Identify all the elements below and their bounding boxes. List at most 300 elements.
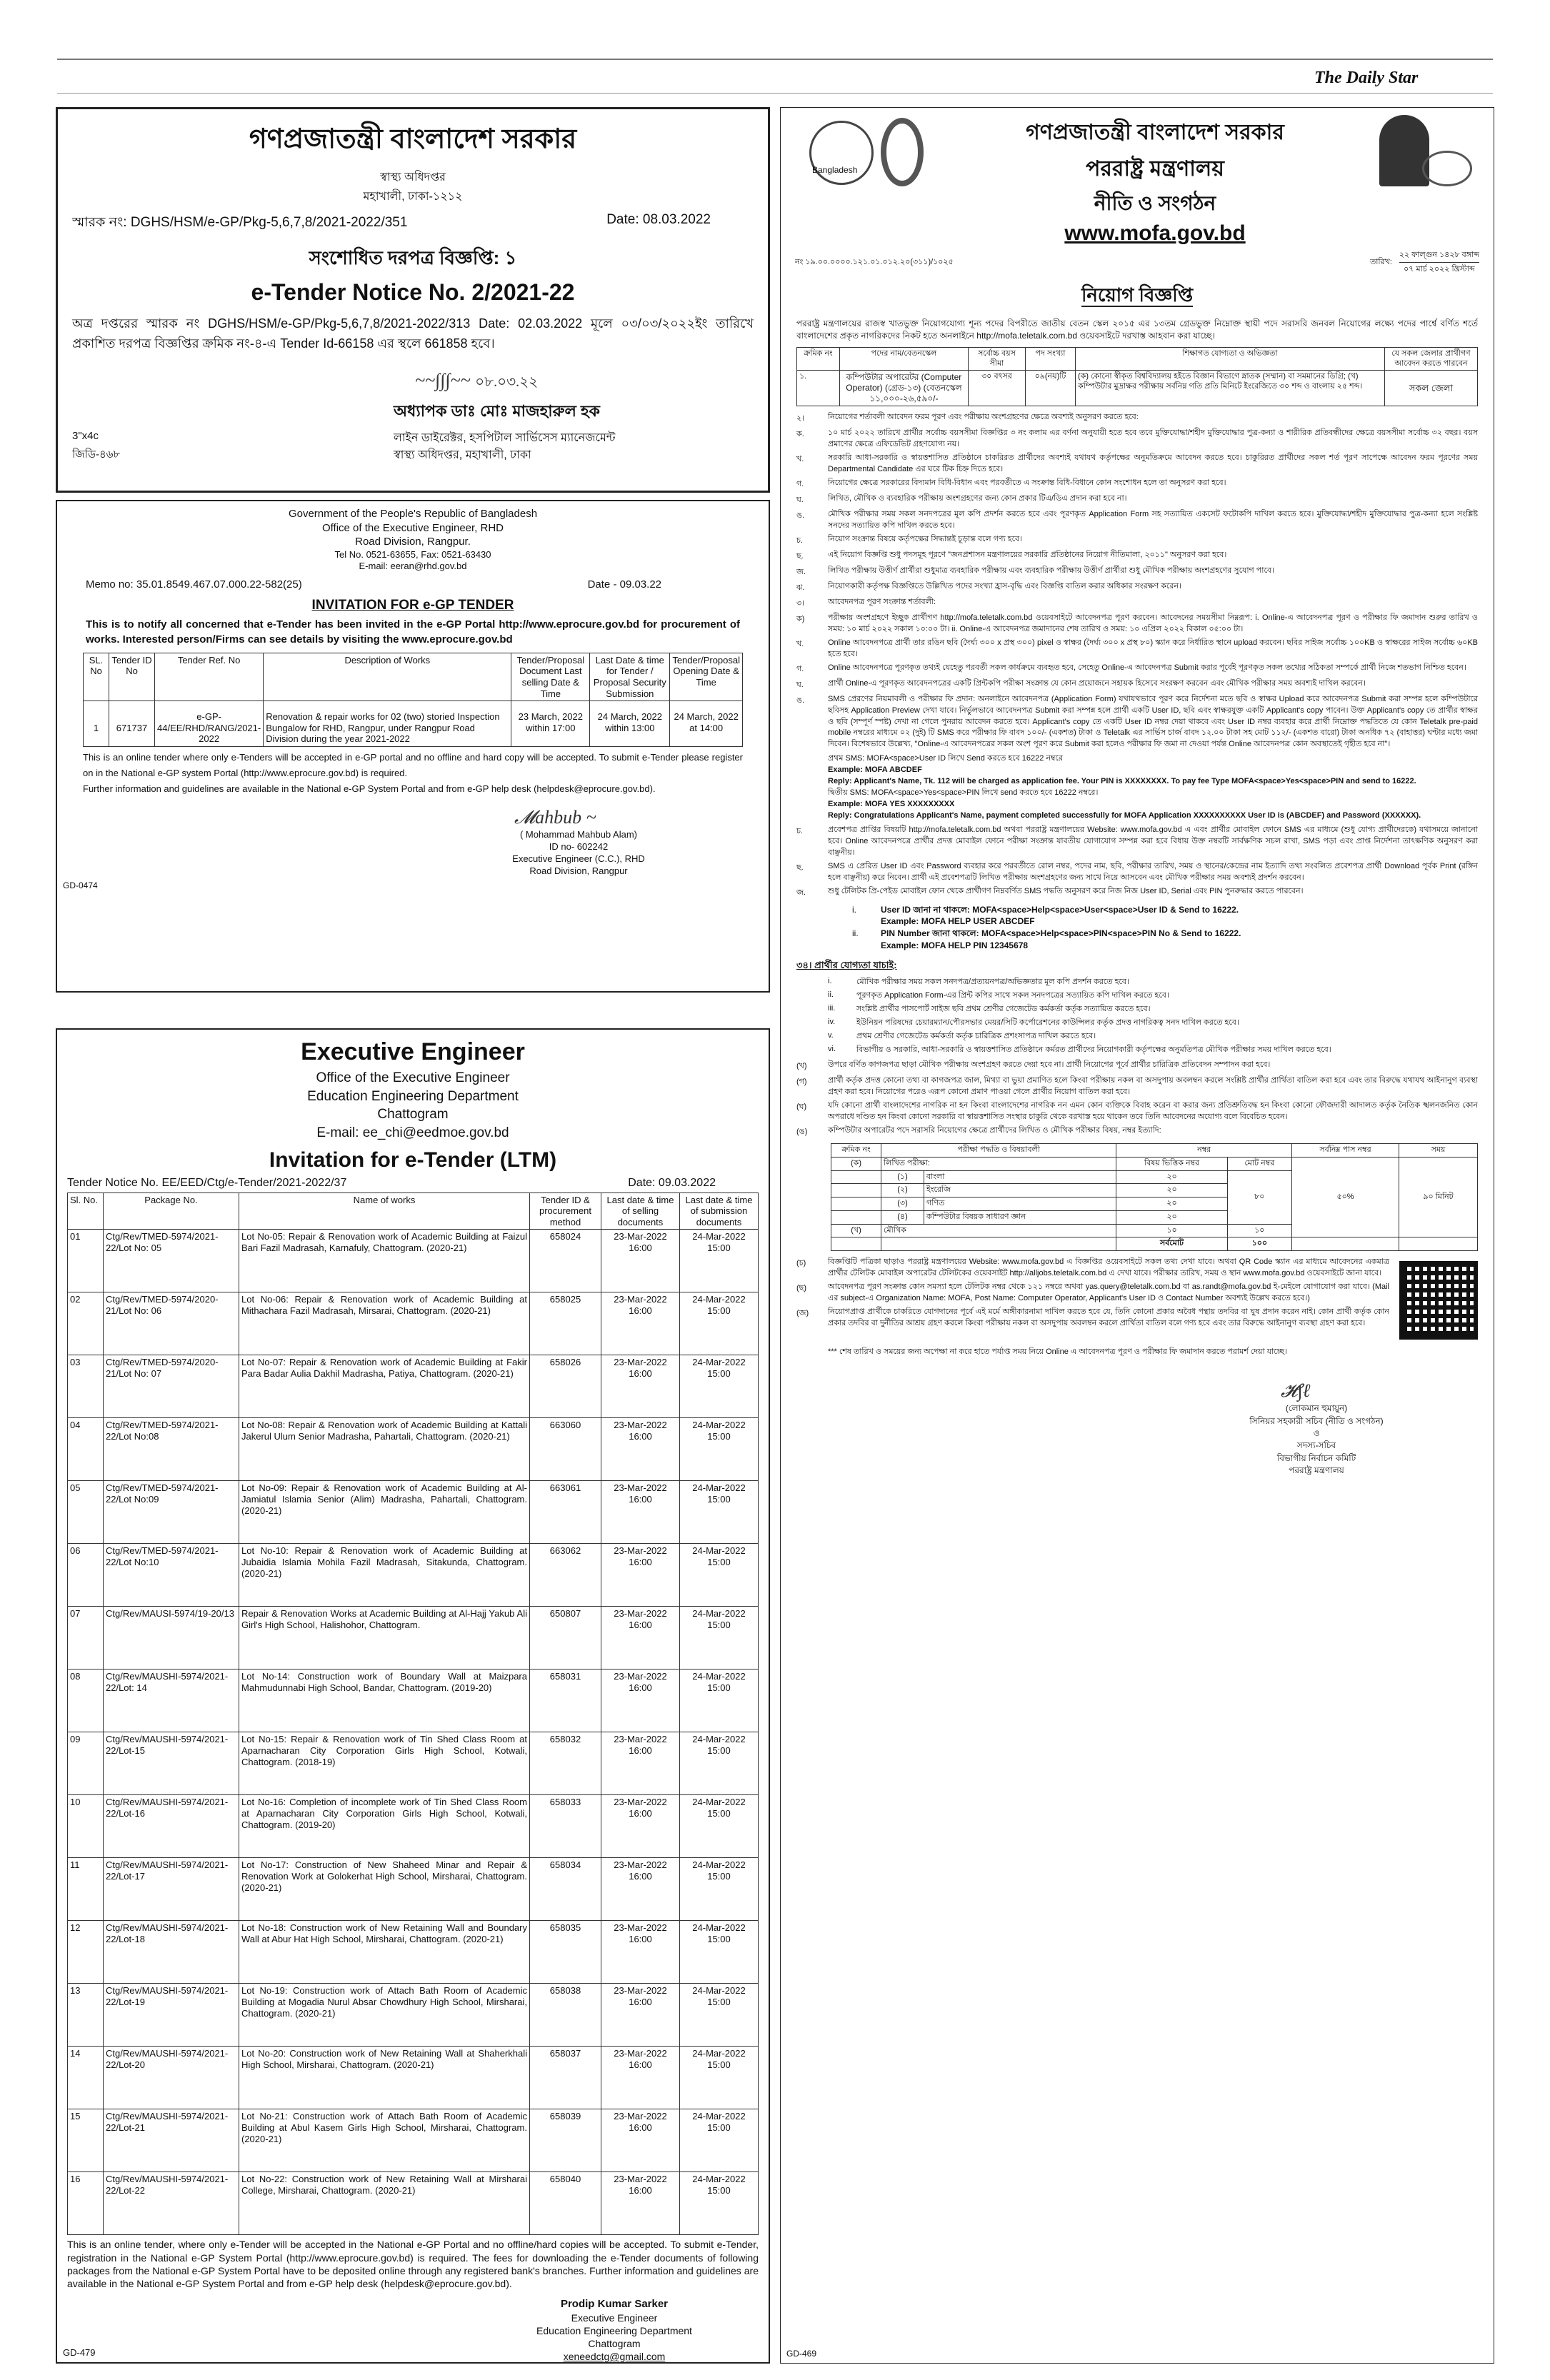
ad4-conditions-2 [796,825,1478,900]
ad3-cell: 658026 [530,1355,601,1418]
list-item [796,1125,1478,1139]
ad3-cell: 14 [68,2047,104,2109]
list-item-text: প্রথম শ্রেণীর গেজেটেড কর্মকর্তা কর্তৃক চারিত্রিক প্রশংসাপত্র দাখিল করতে হবে। [856,1031,1096,1040]
list-item-number: ঙ. [796,511,805,521]
list-item-text: পরীক্ষায় অংশগ্রহণে ইচ্ছুক প্রার্থীগণ http://mofa.teletalk.com.bd ওয়েবসাইটে আবেদনপত্র পূরণ করবেন। আবেদনের সময়সীমা নিম্নরূপ: i. Online-এ আবেদনপত্র পূরণ ও পরীক্ষার ফি জমাদান শুরুর তারিখ ও সময়: ১০ মার্চ ২০২২ সকাল ১০:০০ টা। ii. Online-এ আবেদনপত্র জমাদানের শেষ তারিখ ও সময়: ১০ এপ্রিল ২০২২ বিকাল ০৫:০০ টা। [828,613,1478,633]
ad3-cell: Ctg/Rev/MAUSHI-5974/2021-22/Lot-18 [104,1921,239,1984]
ad3-cell: 24-Mar-2022 15:00 [680,1230,759,1292]
table-row [68,1984,759,2047]
list-item-text: শুধু টেলিটক প্রি-পেইড মোবাইল ফোন থেকে প্রার্থীগণ নিম্নবর্ণিত SMS পদ্ধতি অনুসরণ করে নিজ নিজ User ID, Serial এবং PIN পুনরুদ্ধার করতে পারবেন। [828,886,1304,895]
ad3-line2: Education Engineering Department [307,1088,519,1104]
ad3-cell: 24-Mar-2022 15:00 [680,2047,759,2109]
ad2-line4: Tel No. 0521-63655, Fax: 0521-63430 [334,548,491,560]
ad3-cell: 23-Mar-2022 16:00 [601,1418,680,1481]
ad3-cell: Ctg/Rev/TMED-5974/2021-22/Lot No:09 [104,1481,239,1544]
ad4-heading: নিয়োগ বিজ্ঞপ্তি [1081,284,1194,306]
ad3-th: Tender ID & procurement method [530,1192,601,1230]
table-row: (১) বাংলা ২০ ৮০ [831,1170,1478,1184]
ad3-cell: Lot No-05: Repair & Renovation work of Academic Building at Faizul Bari Fazil Madrasah, Karnafuly, Chattogram. (2020-21) [239,1230,530,1292]
ad3-cell: 658039 [530,2109,601,2172]
ad3-cell: 24-Mar-2022 15:00 [680,1544,759,1607]
ad2-note1: This is an online tender where only e-Tenders will be accepted in e-GP portal and no offline and hard copy will be accepted. To submit e-Tender please register on in the National e-GP system Portal (http://www.eprocure.gov.bd) is required. [83,751,743,779]
ad4-website: www.mofa.gov.bd [1064,221,1246,245]
ad1-signer: অধ্যাপক ডাঃ মোঃ মাজহারুল হক [394,401,600,420]
ad4-td: (ক) কোনো স্বীকৃত বিশ্ববিদ্যালয় হইতে বিজ্ঞান বিভাগে স্নাতক (সম্মান) বা সমমানের ডিগ্রি; (খ) কম্পিউটার মুদ্রাক্ষর পরীক্ষায় সর্বনিম্ন গতি প্রতি মিনিটে ইংরেজিতে ৩০ শব্দ ও বাংলায় ২৫ শব্দ। [1076,371,1385,406]
ad4-code: GD-469 [786,2349,817,2359]
ad4-final-note: *** শেষ তারিখ ও সময়ের জন্য অপেক্ষা না করে হাতে পর্যাপ্ত সময় নিয়ে Online এ আবেদনপত্র পূরণ ও পরীক্ষার ফি জমাদান করতে পরামর্শ দেয়া যাচ্ছে। [828,1347,1288,1357]
ad4-conditions-3 [796,1060,1478,1139]
list-item-number: (ঙ) [796,1128,808,1137]
list-item [796,1100,1478,1123]
portrait-image [1372,115,1479,201]
ad3-th: Sl. No. [68,1192,104,1230]
ad3-cell: 23-Mar-2022 16:00 [601,1795,680,1858]
ad3-cell: Lot No-17: Construction of New Shaheed Minar and Repair & Renovation Work at Golokerhat High School, Mirsharai, Chattogram. (2020-21) [239,1858,530,1921]
ad4-date-label: তারিখ: [1369,258,1392,266]
ad2-line2: Office of the Executive Engineer, RHD [321,521,504,534]
ad3-cell: Lot No-08: Repair & Renovation work of Academic Building at Kattali Jakerul Ulum Senior Madrasha, Pahartali, Chattogram. (2020-21) [239,1418,530,1481]
ad3-cell: 658033 [530,1795,601,1858]
table-row [68,1481,759,1544]
table-row [68,2172,759,2235]
masthead-logo: The Daily Star [1314,69,1419,87]
ad3-signer: Prodip Kumar Sarker [560,2298,669,2311]
ad3-cell: 23-Mar-2022 16:00 [601,2172,680,2235]
table-row: (৩) গণিত ২০ [831,1197,1478,1211]
list-item-text: উপরে বর্ণিত কাগজপত্র ছাড়া মৌখিক পরীক্ষায় অংশগ্রহণ করতে দেয়া হবে না। প্রার্থী নিয়োগের পূর্বে প্রার্থীর চারিত্রিক প্রতিবেদন সম্পাদন করা হবে। [828,1060,1271,1070]
list-item-number: v. [828,1030,834,1040]
ad3-cell: 23-Mar-2022 16:00 [601,1732,680,1795]
table-row [68,2047,759,2109]
ad2-signer-title: Executive Engineer (C.C.), RHD [512,853,645,864]
list-item-text: নিয়োগ সংক্রান্ত বিষয়ে কর্তৃপক্ষের সিদ্ধান্তই চূড়ান্ত বলে গণ্য হবে। [828,534,1023,543]
list-item-number: জ. [796,567,806,576]
ad3-cell: Lot No-10: Repair & Renovation work of Academic Building at Jubaidia Islamia Mohila Fazil Madrasah, Sitakunda, Chattogram. (2020-21) [239,1544,530,1607]
ad3-cell: Ctg/Rev/MAUSHI-5974/2021-22/Lot-19 [104,1984,239,2047]
list-item-text: বিভাগীয় ও সরকারি, আধা-সরকারি ও স্বায়ত্তশাসিত প্রতিষ্ঠানে কর্মরত প্রার্থীদের নিয়োগকারী কর্তৃপক্ষের অনুমতিপত্র মৌখিক পরীক্ষার সময় দাখিল করতে হবে। [856,1045,1331,1054]
ad3-cell: 23-Mar-2022 16:00 [601,1230,680,1292]
ad3-signer-email: xeneedctg@gmail.com [563,2351,666,2363]
list-item [828,1031,1478,1043]
ad4-intro: পররাষ্ট্র মন্ত্রণালয়ের রাজস্ব খাতভুক্ত নিয়োগযোগ্য শূন্য পদের বিপরীতে জাতীয় বেতন স্কেল ২০১৫ এর ১৩তম গ্রেডভুক্ত নিম্নোক্ত স্থায়ী পদে সরাসরি জনবল নিয়োগের লক্ষ্যে পদের পার্শ্বে বর্ণিত শর্তে বাংলাদেশের প্রকৃত নাগরিকদের নিকট হতে অনলাইনে http://mofa.teletalk.com.bd ওয়েবসাইটে দরখাস্ত আহবান করা যাচ্ছে। [796,318,1478,341]
masthead-rule [57,93,1493,94]
ad3-cell: 663062 [530,1544,601,1607]
ad4-th: শিক্ষাগত যোগ্যতা ও অভিজ্ঞতা [1076,347,1385,371]
top-rule [57,59,1493,60]
ad3-cell: Ctg/Rev/TMED-5974/2021-22/Lot No:08 [104,1418,239,1481]
list-item-text: বিজ্ঞপ্তিটি পত্রিকা ছাড়াও পররাষ্ট্র মন্ত্রণালয়ের Website: www.mofa.gov.bd এ বিজ্ঞপ্তির ওয়েবসাইটে সকল তথ্য দেখা যাবে। অথবা QR Code স্ক্যান এর মাধ্যমে আবেদনের একমাত্র প্রার্থীর টেলিটক মোবাইল অপারেটর টেলিটকের ওয়েবসাইট http://alljobs.teletalk.com.bd এ দেখা যাবে। পরীক্ষার তারিখ, সময় ও স্থান www.mofa.gov.bd ওয়েবসাইটে জানা যাবে। [828,1257,1389,1278]
list-item [796,493,1478,507]
ad2-td: 23 March, 2022 within 17:00 [511,701,590,747]
ad3-cell: 24-Mar-2022 15:00 [680,1732,759,1795]
ad3-cell: Lot No-06: Repair & Renovation work of Academic Building at Mithachara Fazil Madrasah, Mirsarai, Chattogram. (2020-21) [239,1292,530,1355]
list-item-number: ক) [796,614,805,623]
ad3-cell: Lot No-15: Repair & Renovation work of Tin Shed Class Room at Aparnacharan City Corporation Girls High School, Kotwali, Chattogram. (2018-19) [239,1732,530,1795]
ad4-td: ১. [797,371,840,406]
ad3-cell: 658034 [530,1858,601,1921]
list-item [828,1045,1478,1056]
list-item-number: (জ) [796,1308,809,1317]
list-item [796,886,1478,900]
ad4-marks-table [831,1143,1478,1251]
table-row [68,2109,759,2172]
ad2-td: 24 March, 2022 at 14:00 [670,701,743,747]
ad3-cell: 23-Mar-2022 16:00 [601,1921,680,1984]
ad3-cell: Ctg/Rev/MAUSHI-5974/2021-22/Lot-22 [104,2172,239,2235]
ad3-cell: 663061 [530,1481,601,1544]
list-item [796,1060,1478,1073]
ad3-cell: Lot No-19: Construction work of Attach Bath Room of Academic Building at Mogadia Nurul Absar Chowdhury High School, Mirsharai, Chattogram. (2020-21) [239,1984,530,2047]
ad4-td: সকল জেলা [1385,371,1478,406]
ad2-heading: INVITATION FOR e-GP TENDER [311,598,514,613]
list-item [796,597,1478,611]
ad3-cell: 08 [68,1669,104,1732]
ad2-th: Tender ID No [109,653,155,701]
list-item [828,1004,1478,1015]
ad3-cell: Lot No-18: Construction work of New Retaining Wall and Boundary Wall at Abur Hat High School, Mirsharai, Chattogram. (2020-21) [239,1921,530,1984]
list-item-number: iv. [828,1017,836,1026]
dghs-tender-ad [56,107,770,493]
list-item-text: আবেদনপত্র পূরণ সংক্রান্ত কোন সমস্যা হলে টেলিটক নম্বর থেকে ১২১ নম্বরে অথবা yas.query@teletalk.com.bd বা as.randt@mofa.gov.bd ই-মেইলে যোগাযোগ করা যাবে। (Mail এর subject-এ Organization Name: MOFA, Post Name: Computer Operator, Applicant's User ID ও Contact Number অবশ্যই উল্লেখ করতে হবে।) [828,1282,1389,1303]
ad3-cell: 11 [68,1858,104,1921]
ad4-gov-title: গণপ্রজাতন্ত্রী বাংলাদেশ সরকার [1026,121,1284,144]
table-row [68,1921,759,1984]
list-item-text: পূরণকৃত Application Form-এর প্রিন্ট কপির সাথে সকল সনদপত্রের সত্যায়িত কপি দাখিল করতে হবে। [856,990,1169,1000]
list-item-number: ঙ. [796,696,805,705]
ad1-notice-title: e-Tender Notice No. 2/2021-22 [251,279,575,305]
ad3-cell: 658032 [530,1732,601,1795]
ad2-th: Last Date & time for Tender / Proposal Security Submission [590,653,670,701]
ad3-cell: 23-Mar-2022 16:00 [601,2047,680,2109]
ad3-cell: Ctg/Rev/MAUSHI-5974/2021-22/Lot: 14 [104,1669,239,1732]
eed-tender-ad [56,1028,770,2364]
ad2-th: Tender/Proposal Opening Date & Time [670,653,743,701]
list-item [796,663,1478,676]
ad4-committee: বিভাগীয় নির্বাচন কমিটি [1276,1452,1356,1463]
ad3-cell: Ctg/Rev/TMED-5974/2020-21/Lot No: 06 [104,1292,239,1355]
list-item-number: ii. [828,990,834,999]
list-item [796,694,1478,751]
ad4-memo: নং ১৯.০০.০০০০.১২১.০১.০১২.২০(৩১১)/১০২৫ [795,258,954,266]
ad2-memo: Memo no: 35.01.8549.467.07.000.22-582(25) [86,578,302,591]
ad3-cell: 23-Mar-2022 16:00 [601,1858,680,1921]
ad3-title: Executive Engineer [301,1038,525,1065]
list-item [796,509,1478,532]
table-row: (ক) লিখিত পরীক্ষা: বিষয় ভিত্তিক নম্বর মোট নম্বর ৫০% ৯০ মিনিট [831,1157,1478,1170]
sms-example2: Example: MOFA YES XXXXXXXXX [828,800,955,809]
list-item [796,1257,1389,1280]
list-item-number: ২। [796,414,805,423]
ad3-code: GD-479 [63,2347,96,2358]
ad3-cell: 658024 [530,1230,601,1292]
list-item [796,566,1478,579]
ad3-signer-title: Executive Engineer [571,2311,658,2324]
list-item-text: লিখিত পরীক্ষায় উত্তীর্ণ প্রার্থীরা শুধুমাত্র ব্যবহারিক পরীক্ষায় এবং ব্যবহারিক পরীক্ষায় উত্তীর্ণ প্রার্থীরা শুধু মৌখিক পরীক্ষায় অংশগ্রহণের সুযোগ পাবে। [828,566,1274,575]
ad3-cell: 02 [68,1292,104,1355]
ad3-cell: 23-Mar-2022 16:00 [601,1984,680,2047]
recover-pin: PIN Number জানা থাকলে: MOFA<space>Help<space>PIN<space>PIN No & Send to 16222. [881,928,1241,939]
mujib-logo [795,115,938,194]
ad1-memo: স্মারক নং: DGHS/HSM/e-GP/Pkg-5,6,7,8/2021-2022/351 [72,215,408,230]
ad3-cell: 24-Mar-2022 15:00 [680,2109,759,2172]
ad4-ministry-sign: পররাষ্ট্র মন্ত্রণালয় [1289,1465,1344,1476]
recover-userid: User ID জানা না থাকলে: MOFA<space>Help<space>User<space>User ID & Send to 16222. [881,904,1239,915]
list-item [828,990,1478,1002]
list-item [796,1307,1389,1330]
ad1-code: জিডি-৪৬৮ [72,448,121,461]
list-item-text: SMS এ প্রেরিত User ID এবং Password ব্যবহার করে পরবর্তীতে রোল নম্বর, পদের নাম, ছবি, পরীক্ষার তারিখ, সময় ও স্থানের/কেন্দ্রের নাম ইত্যাদি তথ্য সংবলিত প্রবেশপত্র প্রার্থী Download পূর্বক Print (রঙ্গিন হলে বাঞ্ছনীয়) করে নিবেন। প্রার্থী এই প্রবেশপত্রটি লিখিত পরীক্ষায় অংশগ্রহণের জন্য সাথে নিয়ে আসবেন এবং মৌখিক পরীক্ষার সময় অবশ্যই প্রদর্শন করবেন। [828,861,1478,882]
ad3-cell: 10 [68,1795,104,1858]
ad2-line3: Road Division, Rangpur. [355,536,471,548]
ad1-signer-title: লাইন ডাইরেক্টর, হসপিটাল সার্ভিসেস ম্যানেজমেন্ট [394,431,616,444]
qr-code-icon[interactable] [1399,1261,1478,1340]
ad2-table [83,653,743,747]
list-item-text: মৌখিক পরীক্ষার সময় সকল সনদপত্র/প্রত্যয়নপত্র/অভিজ্ঞতার মূল কপি প্রদর্শন করতে হবে। [856,977,1129,986]
ad3-cell: Ctg/Rev/MAUSHI-5974/2021-22/Lot-20 [104,2047,239,2109]
ad3-cell: 658038 [530,1984,601,2047]
ad3-cell: 16 [68,2172,104,2235]
ad2-th: SL. No [84,653,109,701]
ad4-sec4-title: ৩৪। প্রার্থীর যোগ্যতা যাচাই: [796,959,897,970]
list-item-number: i. [828,976,832,985]
ad3-cell: Lot No-07: Repair & Renovation work of Academic Building at Fakir Para Badar Aulia Dakhil Madrasha, Patiya, Chattogram. (2020-21) [239,1355,530,1418]
ad4-recover: i. User ID জানা না থাকলে: MOFA<space>Help<space>User<space>User ID & Send to 16222. Example: MOFA HELP USER ABCDEF ii. PIN Number জানা থাকলে: MOFA<space>Help<space>PIN<space>PIN No & Send to 16222. Example: MOFA HELP PIN 12345678 [852,904,1241,951]
ad4-date-en: ০৭ মার্চ ২০২২ খ্রিস্টাব্দ [1404,265,1475,273]
ad1-title: গণপ্রজাতন্ত্রী বাংলাদেশ সরকার [249,124,577,154]
ad2-signer: ( Mohammad Mahbub Alam) [519,829,637,840]
ad3-date: Date: 09.03.2022 [628,1176,716,1189]
ad3-cell: 24-Mar-2022 15:00 [680,1292,759,1355]
marks-th: পরীক্ষা পদ্ধতি ও বিষয়াবলী [881,1144,1116,1158]
list-item-text: Online আবেদনপত্রে প্রার্থী তার রঙিন ছবি (দৈর্ঘ্য ৩০০ x প্রস্থ ৩০০) pixel ও স্বাক্ষর (দৈর্ঘ্য ৩০০ x প্রস্থ ৮০) স্ক্যান করে নির্ধারিত স্থানে upload করবেন। ছবির সাইজ সর্বোচ্চ ১০০KB ও স্বাক্ষরের সাইজ সর্বোচ্চ ৬০KB হতে হবে। [828,638,1478,658]
ad2-td: 671737 [109,701,155,747]
list-item-number: ছ. [796,551,804,561]
mofa-job-ad [780,107,1494,2364]
ad4-th: সর্বোচ্চ বয়স সীমা [969,347,1026,371]
list-item-text: নিয়োগকারী কর্তৃপক্ষ বিজ্ঞপ্তিতে উল্লিখিত পদের সংখ্যা হ্রাস-বৃদ্ধি এবং বিজ্ঞপ্তি বাতিল করার অধিকার সংরক্ষণ করেন। [828,581,1181,591]
table-row [68,1607,759,1669]
ad2-th: Tender/Proposal Document Last selling Date & Time [511,653,590,701]
ad2-note2: Further information and guidelines are available in the National e-GP System Portal and from e-GP help desk (helpdesk@eprocure.gov.bd). [83,783,656,795]
ad1-dept: স্বাস্থ্য অধিদপ্তর [380,171,446,184]
list-item-number: ঝ. [796,583,805,592]
marks-th: ক্রমিক নং [831,1144,881,1158]
ad2-td: Renovation & repair works for 02 (two) storied Inspection Bungalow for RHD, Rangpur, under Rangpur Road Division during the year 2021-2022 [264,701,511,747]
ad3-cell: 15 [68,2109,104,2172]
ad2-td: 1 [84,701,109,747]
table-row: (৪) কম্পিউটার বিষয়ক সাধারণ জ্ঞান ২০ [831,1210,1478,1224]
table-row [68,1355,759,1418]
ad3-cell: 24-Mar-2022 15:00 [680,1418,759,1481]
ad4-th: পদের নাম/বেতনস্কেল [840,347,969,371]
ad4-member: সদস্য-সচিব [1296,1440,1336,1451]
ad4-th: পদ সংখ্যা [1026,347,1076,371]
ad4-td: ০৯(নয়)টি [1026,371,1076,406]
ad3-cell: 23-Mar-2022 16:00 [601,1607,680,1669]
ad3-cell: 24-Mar-2022 15:00 [680,1795,759,1858]
list-item-number: vi. [828,1044,836,1053]
table-row [68,1795,759,1858]
ad3-cell: Ctg/Rev/TMED-5974/2020-21/Lot No: 07 [104,1355,239,1418]
list-item [828,1018,1478,1029]
table-row: সর্বমোট ১০০ [831,1237,1478,1251]
ad3-cell: Ctg/Rev/MAUSHI-5974/2021-22/Lot-16 [104,1795,239,1858]
table-row [797,371,1478,406]
ad2-line1: Government of the People's Republic of Bangladesh [288,508,538,520]
ad4-footer-items [796,1257,1389,1340]
list-item-text: লিখিত, মৌখিক ও ব্যবহারিক পরীক্ষায় অংশগ্রহণের জন্য কোন প্রকার টিএ/ডিএ প্রদান করা হবে না। [828,494,1127,503]
list-item-number: iii. [828,1003,836,1013]
ad4-signer: (লোকমান হুমায়ুন) [1285,1403,1348,1414]
ad3-cell: 07 [68,1607,104,1669]
list-item [796,581,1478,595]
ad3-signer-dept: Education Engineering Department [536,2324,692,2336]
ad2-line5: E-mail: eeran@rhd.gov.bd [359,561,467,572]
ad3-cell: Lot No-14: Construction work of Boundary Wall at Maizpara Mahmudunnabi High School, Bandar, Chattogram. (2019-20) [239,1669,530,1732]
ad2-td: e-GP-44/EE/RHD/RANG/2021-2022 [155,701,264,747]
ad3-cell: 23-Mar-2022 16:00 [601,1481,680,1544]
recover-userid-example: Example: MOFA HELP USER ABCDEF [881,916,1035,927]
logo-text: Bangladesh [812,165,858,175]
table-row [84,701,743,747]
table-row: (২) ইংরেজি ২০ [831,1184,1478,1197]
ad3-cell: 23-Mar-2022 16:00 [601,1669,680,1732]
ad2-signer-id: ID no- 602242 [549,841,609,853]
ad3-cell: 23-Mar-2022 16:00 [601,1544,680,1607]
ad4-th: ক্রমিক নং [797,347,840,371]
ad3-cell: Ctg/Rev/MAUSHI-5974/2021-22/Lot-21 [104,2109,239,2172]
ad4-signature: 𝓗∫ℓ [1281,1380,1311,1402]
ad4-ministry: পররাষ্ট্র মন্ত্রণালয় [1086,157,1224,181]
ad4-sms-block [828,753,1478,822]
ad2-intro: This is to notify all concerned that e-Tender has been invited in the e-GP Portal http://www.eprocure.gov.bd for procurement of works. Interested person/Firms can see details by visiting the www.eprocure.gov.bd [86,618,740,646]
list-item-number: (চ) [796,1259,806,1268]
ad3-cell: 658040 [530,2172,601,2235]
ad4-wing: নীতি ও সংগঠন [1094,192,1216,214]
ad3-cell: 06 [68,1544,104,1607]
list-item-text: যদি কোনো প্রার্থী বাংলাদেশের নাগরিক না হন কিংবা বাংলাদেশের নাগরিক নন এমন কোন ব্যক্তিকে বিবাহ করেন বা করার জন্য প্রতিশ্রুতিবদ্ধ হন কিংবা কোনো ফৌজদারী আদালত কর্তৃক নৈতিক স্খলনজনিত কোন অপরাধে দণ্ডিত হন কিংবা কোনো সরকারি বা স্বায়ত্তশাসিত সংস্থার চাকুরি থেকে বরখাস্ত হয়ে থাকেন তবে তিনি আবেদনের অযোগ্য বলে বিবেচিত হবেন। [828,1101,1478,1122]
ad2-th: Description of Works [264,653,511,701]
ad3-cell: 24-Mar-2022 15:00 [680,1921,759,1984]
ad2-code: GD-0474 [63,880,98,890]
table-row [68,1732,759,1795]
ad3-cell: 658025 [530,1292,601,1355]
ad1-signature: ~~∫∫∫~~ ০৮.০৩.২২ [415,369,539,391]
ad3-cell: 04 [68,1418,104,1481]
ad3-line1: Office of the Executive Engineer [316,1070,510,1085]
list-item-number: (গ) [796,1078,807,1087]
list-item-number: ৩। [796,598,805,608]
list-item-number: খ. [796,455,804,464]
ad3-cell: 13 [68,1984,104,2047]
ad1-date: Date: 08.03.2022 [606,212,711,227]
ad3-cell: 24-Mar-2022 15:00 [680,1607,759,1669]
ad3-cell: 663060 [530,1418,601,1481]
ad3-cell: 23-Mar-2022 16:00 [601,1292,680,1355]
marks-th: সময় [1399,1144,1478,1158]
list-item-text: আবেদনপত্র পূরণ সংক্রান্ত শর্তাবলী: [828,597,936,606]
list-item [796,678,1478,692]
ad4-post-table [796,347,1478,407]
ad4-td: কম্পিউটার অপারেটর (Computer Operator) (গ্রেড-১৩) (বেতনস্কেল ১১,০০০-২৬,৫৯০/- [840,371,969,406]
list-item [796,534,1478,548]
ad3-signer-city: Chattogram [588,2337,641,2349]
ad3-cell: 09 [68,1732,104,1795]
ad3-cell: Ctg/Rev/TMED-5974/2021-22/Lot No:10 [104,1544,239,1607]
list-item [828,977,1478,988]
recover-pin-example: Example: MOFA HELP PIN 12345678 [881,940,1029,951]
ad3-email: E-mail: ee_chi@eedmoe.gov.bd [316,1125,509,1140]
ad3-th: Package No. [104,1192,239,1230]
ad4-signer-title: সিনিয়র সহকারী সচিব (নীতি ও সংগঠন) [1249,1415,1384,1426]
list-item [796,613,1478,636]
ad3-th: Last date & time of submission documents [680,1192,759,1230]
table-row: (খ) মৌখিক ১০ ১০ [831,1224,1478,1237]
list-item [796,550,1478,563]
list-item-number: জ. [796,888,806,897]
list-item [796,1282,1389,1305]
ad3-th: Last date & time of selling documents [601,1192,680,1230]
ad3-cell: Lot No-22: Construction work of New Retaining Wall at Mirsharai College, Mirsharai, Chattogram. (2020-21) [239,2172,530,2235]
sms-example1: Example: MOFA ABCDEF [828,765,922,775]
list-item-text: নিয়োগের শর্তাবলী আবেদন ফরম পূরণ এবং পরীক্ষায় অংশগ্রহণের ক্ষেত্রে অবশ্যই অনুসরণ করতে হবে: [828,413,1139,422]
ad3-cell: 24-Mar-2022 15:00 [680,1355,759,1418]
ad4-and: ও [1313,1428,1320,1438]
ad3-cell: 658035 [530,1921,601,1984]
ad3-cell: 01 [68,1230,104,1292]
ad3-cell: 24-Mar-2022 15:00 [680,2172,759,2235]
ad3-cell: 03 [68,1355,104,1418]
list-item-text: প্রবেশপত্র প্রাপ্তির বিষয়টি http://mofa.teletalk.com.bd অথবা পররাষ্ট্র মন্ত্রণালয়ের Website: www.mofa.gov.bd এ এবং প্রার্থীর মোবাইল ফোনে SMS এর মাধ্যমে (শুধু যোগ্য প্রার্থীদেরকে) যথাসময়ে জানানো হবে। Online আবেদনপত্রে প্রার্থীর প্রদত্ত মোবাইল ফোনে পরীক্ষা সংক্রান্ত যাবতীয় যোগাযোগ সম্পন্ন করা হবে বিধায় উক্ত নম্বরটি সার্বক্ষণিক সচল রাখা, SMS পড়া এবং প্রাপ্ত নির্দেশনা তাৎক্ষণিক অনুসরণ করা বাঞ্ছনীয়। [828,825,1478,857]
list-item-text: নিয়োগপ্রাপ্ত প্রার্থীকে চাকরিতে যোগদানের পূর্বে এই মর্মে অঙ্গীকারনামা দাখিল করতে হবে যে, তিনি কোনো প্রকার অবৈধ পন্থায় তদবির বা ঘুষ প্রদান করেন নাই। কোন প্রার্থী কর্তৃক কোন প্রকার তদবির বা দুর্নীতির আশ্রয় গ্রহণ করলে কিংবা পরীক্ষায় নকল বা অসদুপায় অবলম্বন করলে প্রার্থিতা বাতিল বলে গণ্য হবে এবং তার বিরুদ্ধে আইনানুগ ব্যবস্থা গ্রহণ করা হবে। [828,1307,1389,1327]
list-item-text: এই নিয়োগ বিজ্ঞপ্তি শুধু পদসমূহ পূরণে "জনপ্রশাসন মন্ত্রণালয়ের সরকারি প্রতিষ্ঠানের নিয়োগ নীতিমালা, ২০১১" অনুসরণ করা হবে। [828,550,1227,559]
ad3-cell: Ctg/Rev/MAUSHI-5974/2021-22/Lot-17 [104,1858,239,1921]
ad4-conditions [796,412,1478,750]
table-row [68,1544,759,1607]
list-item-text: ইউনিয়ন পরিষদের চেয়ারম্যান/পৌরসভার মেয়র/সিটি কর্পোরেশনের কাউন্সিলর কর্তৃক প্রদত্ত নাগরিকত্ব সনদ দাখিল করতে হবে। [856,1018,1239,1027]
ad3-cell: Ctg/Rev/MAUSHI-5974/2021-22/Lot-15 [104,1732,239,1795]
list-item-text: প্রার্থী Online-এ পূরণকৃত আবেদনপত্রের একটি প্রিন্টকপি পরীক্ষা সংক্রান্ত যে কোন প্রয়োজনে সহায়ক হিসেবে সংরক্ষণ করবেন এবং মৌখিক পরীক্ষার সময় অবশ্যই দাখিল করবেন। [828,678,1366,688]
ad3-cell: 658031 [530,1669,601,1732]
sms-second: দ্বিতীয় SMS: MOFA<space>Yes<space>PIN লিখে send করতে হবে 16222 নম্বরে। [828,788,1099,798]
ad3-table [67,1192,759,2236]
list-item-number: (খ) [796,1062,807,1071]
ad1-address: মহাখালী, ঢাকা-১২১২ [363,191,463,203]
table-row [68,1418,759,1481]
table-row [68,1230,759,1292]
list-item-number: গ. [796,480,804,489]
ad3-cell: Lot No-09: Repair & Renovation work of Academic Building at Al-Jamiatul Islamia Senior (Alim) Madrasha, Pahartali, Chattogram. (2020-21) [239,1481,530,1544]
ad4-date-bn: ২২ ফাল্গুন ১৪২৮ বঙ্গাব্দ [1399,248,1479,263]
ad3-cell: Ctg/Rev/TMED-5974/2021-22/Lot No: 05 [104,1230,239,1292]
list-item-number: চ. [796,536,803,545]
list-item-text: প্রার্থী কর্তৃক প্রদত্ত কোনো তথ্য বা কাগজপত্র জাল, মিথ্যা বা ভুয়া প্রমাণিত হলে কিংবা পরীক্ষায় নকল বা অসদুপায় অবলম্বন করলে সংশ্লিষ্ট প্রার্থীর প্রার্থিতা বাতিল করা হবে এবং তার বিরুদ্ধে যথাযথ আইনানুগ ব্যবস্থা গ্রহণ করা হবে। নিয়োগের পরেও এরূপ কোনো প্রমাণ পাওয়া গেলে প্রার্থীর নিয়োগ বাতিল করা হবে। [828,1076,1478,1097]
ad4-eligibility-list [828,977,1478,1056]
list-item-number: (ছ) [796,1284,806,1293]
ad3-line3: Chattogram [377,1107,449,1123]
ad2-th: Tender Ref. No [155,653,264,701]
ad3-heading: Invitation for e-Tender (LTM) [269,1148,557,1172]
list-item [796,861,1478,884]
ad2-signature: 𝓜ahbub ~ [514,807,596,828]
ad3-cell: Lot No-16: Completion of incomplete work of Tin Shed Class Room at Aparnacharan City Corporation Girls High School, Kotwali, Chattogram. (2019-20) [239,1795,530,1858]
list-item [796,638,1478,661]
ad1-body: অত্র দপ্তরের স্মারক নং DGHS/HSM/e-GP/Pkg-5,6,7,8/2021-2022/313 Date: 02.03.2022 মূলে ০৩/০৩/২০২২ইং তারিখে প্রকাশিত দরপত্র বিজ্ঞপ্তির ক্রমিক নং-৪-এ Tender Id-66158 এর স্থলে 661858 হবে। [72,316,754,351]
ad3-cell: Lot No-20: Construction work of New Retaining Wall at Shaherkhali High School, Mirsharai, Chattogram. (2020-21) [239,2047,530,2109]
list-item-number: চ. [796,826,803,835]
list-item-text: ১০ মার্চ ২০২২ তারিখে প্রার্থীর সর্বোচ্চ বয়সসীমা বিজ্ঞপ্তির ৩ নং কলাম এর বর্ণনা অনুযায়ী হতে হবে তবে মুক্তিযোদ্ধা/শহীদ মুক্তিযোদ্ধার পুত্র-কন্যা ও শারীরিক প্রতিবন্ধীদের ক্ষেত্রে বয়সসীমা সর্বোচ্চ ৩২ বছর। বয়স প্রমাণের ক্ষেত্রে এফিডেভিট গ্রহণযোগ্য নয়। [828,428,1478,449]
ad1-signer-office: স্বাস্থ্য অধিদপ্তর, মহাখালী, ঢাকা [394,448,531,461]
